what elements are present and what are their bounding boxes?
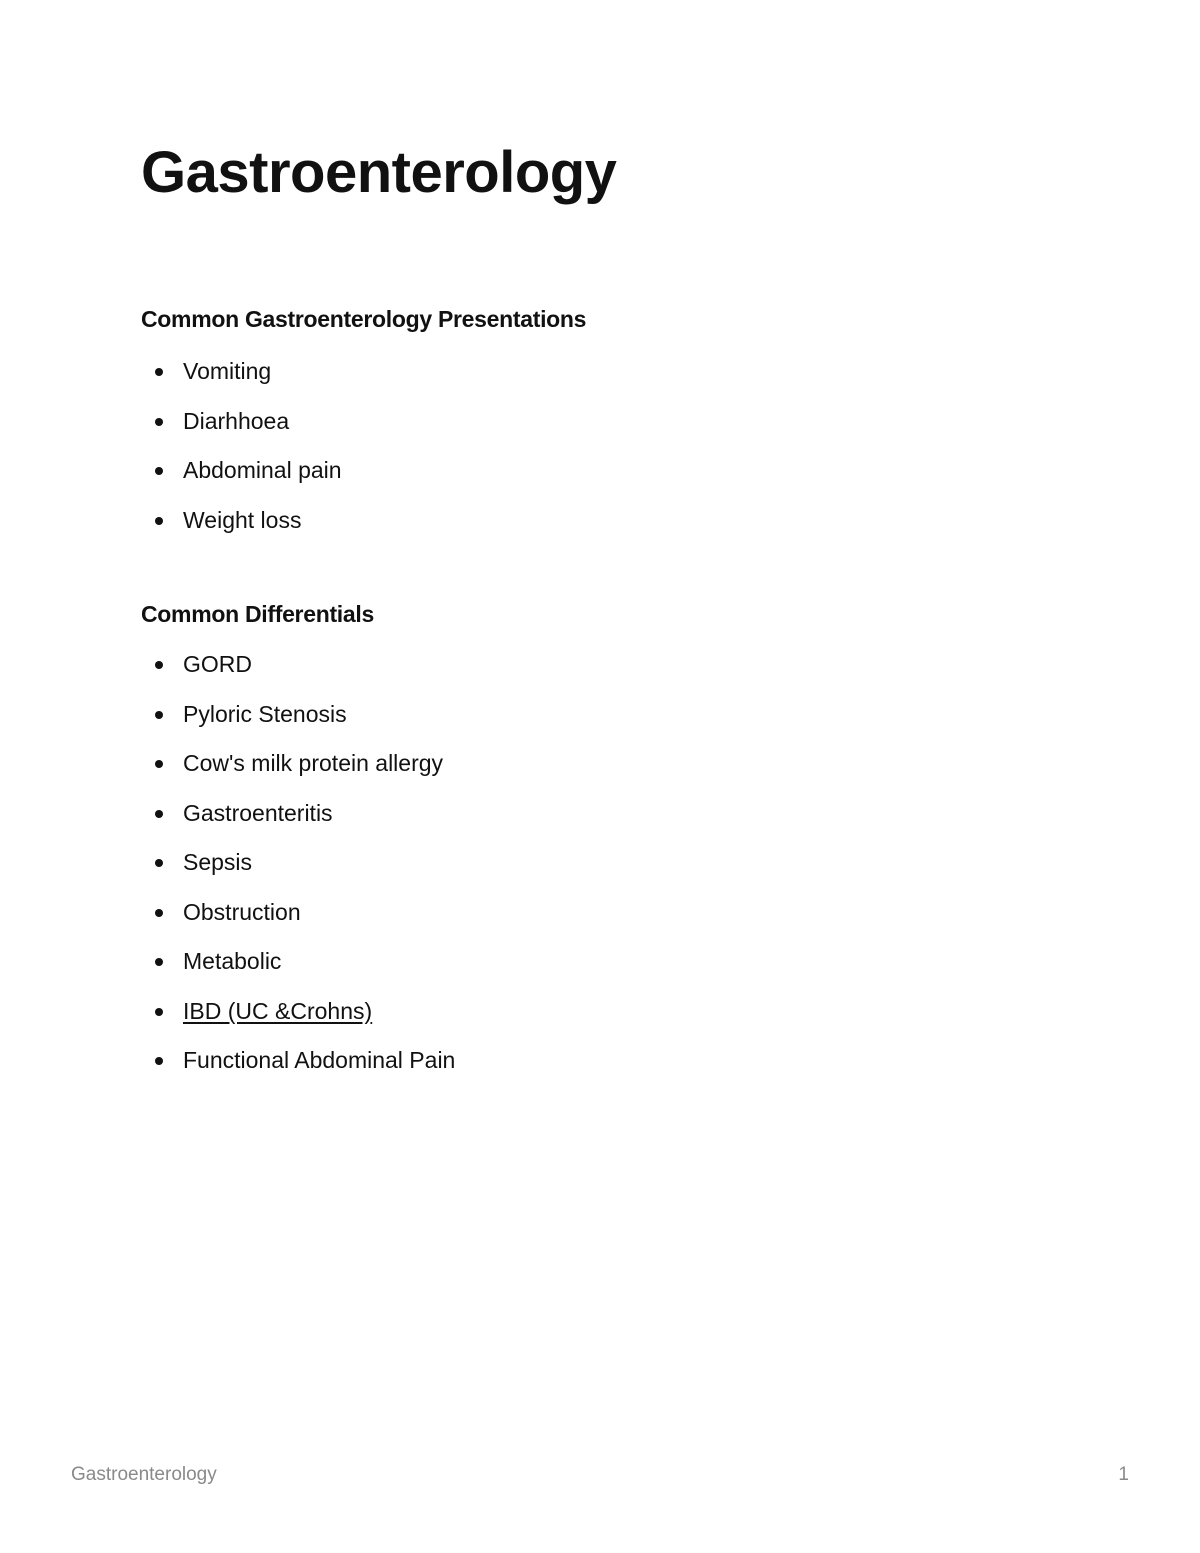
list-item xyxy=(141,748,455,798)
list-item-text: Gastroenteritis xyxy=(183,799,333,826)
list-item xyxy=(141,505,342,555)
bullet-icon xyxy=(155,467,163,475)
list-item xyxy=(141,1045,455,1095)
list-item-text: Obstruction xyxy=(183,898,301,925)
footer-title: Gastroenterology xyxy=(71,1464,217,1485)
list-item-text: Vomiting xyxy=(183,358,272,384)
list-item-text: Functional Abdominal Pain xyxy=(183,1047,456,1073)
presentations-list xyxy=(141,356,342,554)
list-item-text: Sepsis xyxy=(183,849,253,875)
bullet-icon xyxy=(155,958,163,966)
list-item xyxy=(141,897,455,947)
list-item-text: Weight loss xyxy=(183,506,302,533)
list-item-text: Diarhhoea xyxy=(183,407,290,434)
list-item xyxy=(141,847,455,897)
bullet-icon xyxy=(155,1057,163,1065)
differentials-list xyxy=(141,649,455,1095)
bullet-icon xyxy=(155,418,163,426)
bullet-icon xyxy=(155,909,163,917)
bullet-icon xyxy=(155,711,163,719)
page-title: Gastroenterology xyxy=(141,140,617,205)
bullet-icon xyxy=(155,1008,163,1016)
page-number: 1 xyxy=(1118,1464,1129,1485)
section-heading-presentations: Common Gastroenterology Presentations xyxy=(141,306,587,332)
list-item-text: Pyloric Stenosis xyxy=(183,700,347,727)
bullet-icon xyxy=(155,368,163,376)
list-item xyxy=(141,946,455,996)
section-heading-differentials: Common Differentials xyxy=(141,601,374,627)
list-item-text: Metabolic xyxy=(183,948,282,974)
list-item xyxy=(141,699,455,749)
list-item xyxy=(141,356,342,406)
bullet-icon xyxy=(155,810,163,818)
list-item xyxy=(141,455,342,505)
list-item-text: Cow's milk protein allergy xyxy=(183,750,444,776)
list-item-text: Abdominal pain xyxy=(183,457,342,483)
bullet-icon xyxy=(155,760,163,768)
bullet-icon xyxy=(155,661,163,669)
bullet-icon xyxy=(155,859,163,867)
list-item xyxy=(141,996,455,1046)
ibd-link[interactable]: IBD (UC &Crohns) xyxy=(183,997,373,1024)
list-item xyxy=(141,406,342,456)
list-item xyxy=(141,798,455,848)
list-item-text: GORD xyxy=(183,651,252,677)
list-item xyxy=(141,649,455,699)
bullet-icon xyxy=(155,517,163,525)
